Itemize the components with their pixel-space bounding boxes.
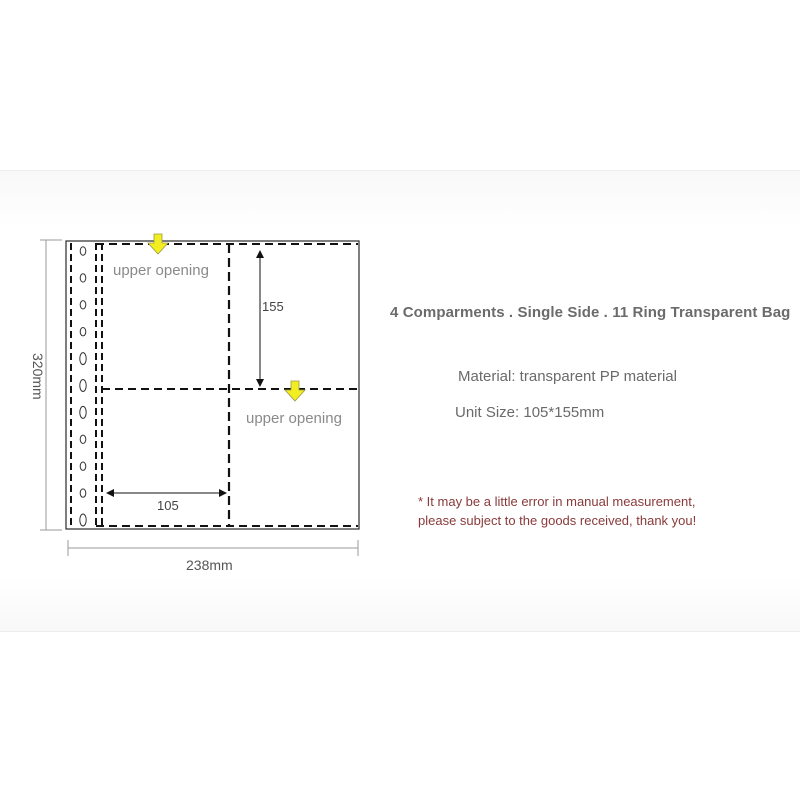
ring-hole [80, 489, 86, 497]
sheet-outline [66, 241, 359, 529]
dim-width-label: 238mm [186, 557, 233, 573]
ring-hole [80, 380, 86, 392]
dim-pocket-width-label: 105 [157, 498, 179, 513]
material-text: Material: transparent PP material [458, 368, 677, 385]
ring-hole [80, 406, 86, 418]
ring-hole [80, 301, 86, 309]
unit-size-text: Unit Size: 105*155mm [455, 404, 605, 421]
measurement-note-line-2: please subject to the goods received, thank you! [418, 513, 697, 528]
ring-hole [80, 274, 86, 282]
ring-hole [80, 462, 86, 470]
upper-opening-label-top: upper opening [113, 262, 209, 279]
ring-hole [80, 353, 86, 365]
dim-height-label: 320mm [30, 353, 46, 400]
ring-hole [80, 514, 86, 526]
upper-opening-label-middle: upper opening [246, 410, 342, 427]
dim-pocket-height-label: 155 [262, 299, 284, 314]
ring-hole [80, 328, 86, 336]
ring-hole [80, 247, 86, 255]
measurement-note-line-1: * It may be a little error in manual measurement, [418, 494, 696, 509]
ring-hole [80, 435, 86, 443]
product-headline: 4 Comparments . Single Side . 11 Ring Transparent Bag [390, 304, 791, 321]
